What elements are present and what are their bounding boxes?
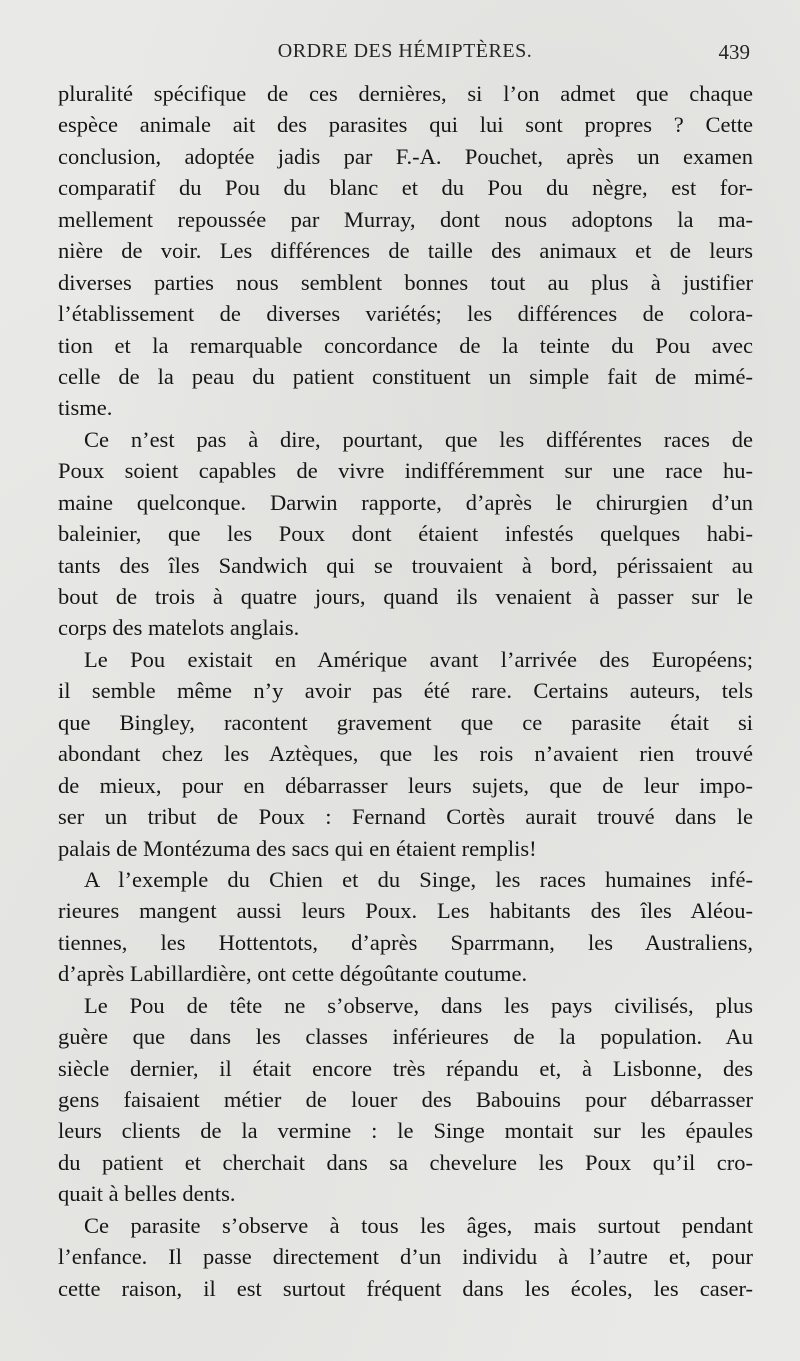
text-line: Ce parasite s’observe à tous les âges, mais surtout pendant xyxy=(84,1212,753,1238)
text-line: nière de voir. Les différences de taille des animaux et de leurs xyxy=(58,238,753,264)
text-line: bout de trois à quatre jours, quand ils venaient à passer sur le xyxy=(58,584,753,609)
text-line: Poux soient capables de vivre indifféremment sur une race hu- xyxy=(58,458,753,484)
text-line: corps des matelots anglais. xyxy=(58,615,300,641)
running-head xyxy=(60,40,750,74)
text-line: que Bingley, racontent gravement que ce parasite était si xyxy=(58,709,753,735)
text-line: gens faisaient métier de louer des Babouins pour débarrasser xyxy=(58,1087,753,1112)
text-line: pluralité spécifique de ces dernières, si l’on admet que chaque xyxy=(58,81,753,106)
text-line: comparatif du Pou du blanc et du Pou du nègre, est for- xyxy=(58,175,753,201)
text-line: abondant chez les Aztèques, que les rois n’avaient rien trouvé xyxy=(58,741,753,767)
text-line: conclusion, adoptée jadis par F.-A. Pouchet, après un examen xyxy=(58,143,753,169)
text-line: diverses parties nous semblent bonnes tout au plus à justifier xyxy=(58,269,753,295)
text-line: A l’exemple du Chien et du Singe, les races humaines infé- xyxy=(84,866,753,892)
text-line: Le Pou de tête ne s’observe, dans les pays civilisés, plus xyxy=(84,992,753,1018)
text-line: de mieux, pour en débarrasser leurs sujets, que de leur impo- xyxy=(58,772,753,798)
text-line: d’après Labillardière, ont cette dégoûtante coutume. xyxy=(58,961,528,987)
text-line: du patient et cherchait dans sa chevelure les Poux qu’il cro- xyxy=(58,1149,753,1175)
text-line: baleinier, que les Poux dont étaient infestés quelques habi- xyxy=(58,521,753,547)
text-line: maine quelconque. Darwin rapporte, d’après le chirurgien d’un xyxy=(58,489,753,515)
text-line: mellement repoussée par Murray, dont nous adoptons la ma- xyxy=(58,206,753,232)
page-number: 439 xyxy=(718,40,750,64)
body-text xyxy=(58,78,753,1304)
text-line: tants des îles Sandwich qui se trouvaient à bord, périssaient au xyxy=(58,552,753,578)
text-line: il semble même n’y avoir pas été rare. Certains auteurs, tels xyxy=(58,678,753,704)
text-line: Le Pou existait en Amérique avant l’arrivée des Européens; xyxy=(84,646,753,672)
text-line: tisme. xyxy=(58,395,113,421)
text-line: guère que dans les classes inférieures de la population. Au xyxy=(58,1024,753,1050)
text-line: l’établissement de diverses variétés; les différences de colora- xyxy=(58,301,753,327)
text-line: ser un tribut de Poux : Fernand Cortès aurait trouvé dans le xyxy=(58,804,753,830)
text-line: rieures mangent aussi leurs Poux. Les habitants des îles Aléou- xyxy=(58,898,753,924)
text-line: tion et la remarquable concordance de la teinte du Pou avec xyxy=(58,332,753,358)
text-line: siècle dernier, il était encore très répandu et, à Lisbonne, des xyxy=(58,1055,753,1081)
text-line: l’enfance. Il passe directement d’un individu à l’autre et, pour xyxy=(58,1244,753,1270)
text-line: Ce n’est pas à dire, pourtant, que les différentes races de xyxy=(84,426,753,452)
running-title: ORDRE DES HÉMIPTÈRES. xyxy=(277,40,533,62)
text-line: palais de Montézuma des sacs qui en étaient remplis! xyxy=(58,835,537,861)
text-line: quait à belles dents. xyxy=(58,1181,236,1207)
text-line: espèce animale ait des parasites qui lui sont propres ? Cette xyxy=(58,112,753,138)
text-line: tiennes, les Hottentots, d’après Sparrmann, les Australiens, xyxy=(58,929,753,955)
text-line: leurs clients de la vermine : le Singe montait sur les épaules xyxy=(58,1118,753,1144)
text-line: celle de la peau du patient constituent un simple fait de mimé- xyxy=(58,363,753,389)
text-line: cette raison, il est surtout fréquent dans les écoles, les caser- xyxy=(58,1275,753,1301)
